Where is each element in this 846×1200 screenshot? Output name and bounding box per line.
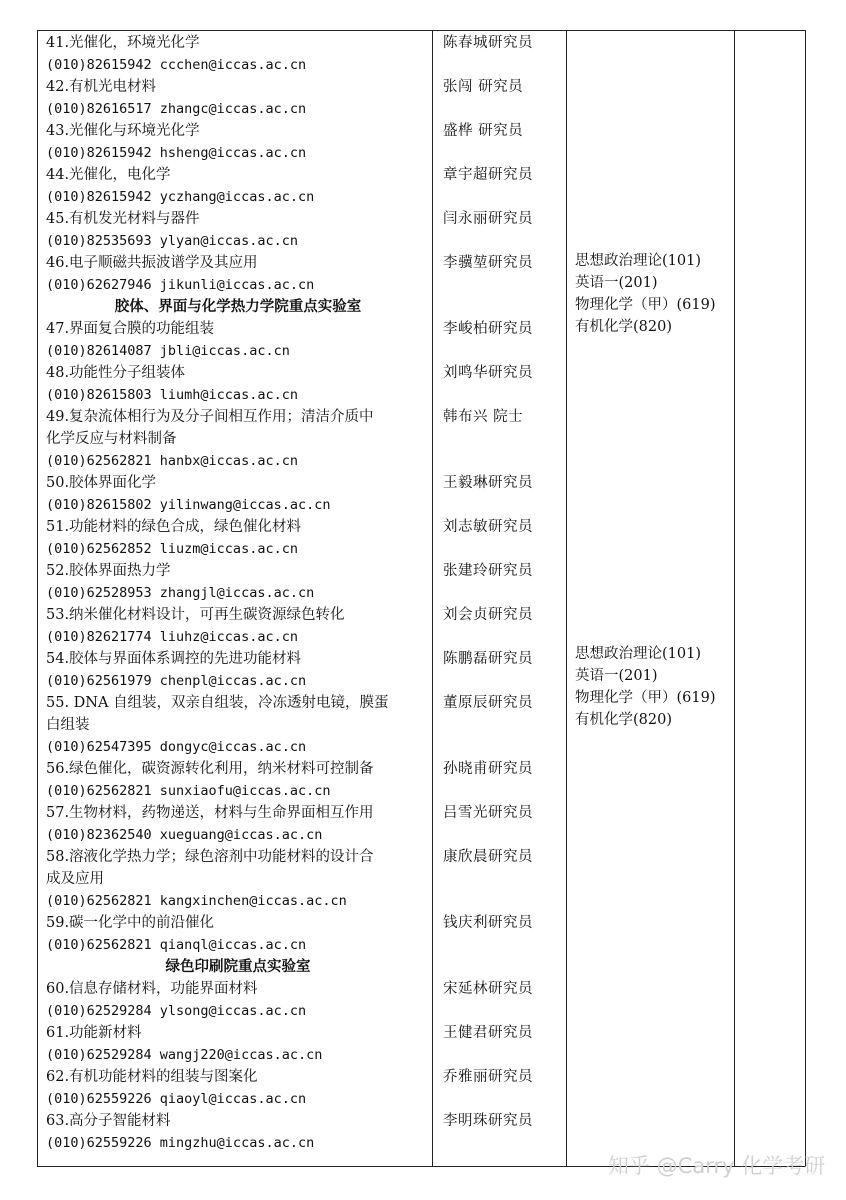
research-direction: 63.高分子智能材料: [46, 1113, 171, 1129]
supervisor-name: 乔雅丽研究员: [443, 1069, 533, 1085]
contact-line: (010)82615803 liumh@iccas.ac.cn: [46, 387, 298, 403]
supervisor-name: 盛桦 研究员: [443, 123, 524, 139]
supervisor-name: [443, 824, 561, 846]
supervisor-name: [443, 274, 561, 296]
exam-subject: 思想政治理论(101): [575, 646, 701, 662]
research-direction: 60.信息存储材料，功能界面材料: [46, 981, 258, 997]
research-direction: 51.功能材料的绿色合成，绿色催化材料: [46, 519, 302, 535]
supervisor-name: 李峻柏研究员: [443, 321, 533, 337]
supervisor-name: 李明珠研究员: [443, 1113, 533, 1129]
supervisor-name: [443, 538, 561, 560]
research-direction: 57.生物材料，药物递送，材料与生命界面相互作用: [46, 805, 374, 821]
research-direction: 52.胶体界面热力学: [46, 563, 171, 579]
supervisor-name: 章宇超研究员: [443, 167, 533, 183]
contact-line: (010)82616517 zhangc@iccas.ac.cn: [46, 101, 307, 117]
research-direction: 50.胶体界面化学: [46, 475, 157, 491]
supervisor-name: [443, 670, 561, 692]
column-divider: [734, 30, 735, 1167]
supervisor-name: [443, 340, 561, 362]
contact-line: (010)82535693 ylyan@iccas.ac.cn: [46, 233, 298, 249]
research-direction: 43.光催化与环境光化学: [46, 123, 200, 139]
supervisor-name: 李骥堃研究员: [443, 255, 533, 271]
contact-line: (010)82362540 xueguang@iccas.ac.cn: [46, 827, 323, 843]
section-heading: 胶体、界面与化学热力学院重点实验室: [114, 299, 362, 315]
supervisor-name: [443, 494, 561, 516]
research-direction: 59.碳一化学中的前沿催化: [46, 915, 215, 931]
supervisor-name: 闫永丽研究员: [443, 211, 533, 227]
contact-line: (010)82615802 yilinwang@iccas.ac.cn: [46, 497, 331, 513]
supervisor-name: 刘鸣华研究员: [443, 365, 533, 381]
contact-line: (010)62529284 ylsong@iccas.ac.cn: [46, 1003, 307, 1019]
supervisor-name: [443, 1088, 561, 1110]
contact-line: (010)62559226 qiaoyl@iccas.ac.cn: [46, 1091, 307, 1107]
supervisor-name: 刘志敏研究员: [443, 519, 533, 535]
supervisor-column: [443, 32, 561, 1132]
contact-line: (010)62627946 jikunli@iccas.ac.cn: [46, 277, 315, 293]
supervisor-name: [443, 230, 561, 252]
column-divider: [566, 30, 567, 1167]
supervisor-name: [443, 582, 561, 604]
contact-line: (010)82615942 hsheng@iccas.ac.cn: [46, 145, 307, 161]
supervisor-name: 陈鹏磊研究员: [443, 651, 533, 667]
supervisor-name: [443, 890, 561, 912]
supervisor-name: [443, 780, 561, 802]
research-direction: 45.有机发光材料与器件: [46, 211, 200, 227]
supervisor-name: 王毅琳研究员: [443, 475, 533, 491]
contact-line: (010)82615942 yczhang@iccas.ac.cn: [46, 189, 315, 205]
contact-line: (010)62547395 dongyc@iccas.ac.cn: [46, 739, 307, 755]
supervisor-name: [443, 296, 561, 318]
supervisor-name: 张闯 研究员: [443, 79, 524, 95]
exam-subject: 英语一(201): [575, 668, 658, 684]
supervisor-name: 孙晓甫研究员: [443, 761, 533, 777]
supervisor-name: [443, 956, 561, 978]
research-direction: 41.光催化，环境光化学: [46, 35, 200, 51]
supervisor-name: [443, 428, 561, 450]
research-direction: 48.功能性分子组装体: [46, 365, 186, 381]
supervisor-name: 张建玲研究员: [443, 563, 533, 579]
contact-line: (010)62529284 wangj220@iccas.ac.cn: [46, 1047, 323, 1063]
supervisor-name: 吕雪光研究员: [443, 805, 533, 821]
contact-line: (010)62528953 zhangjl@iccas.ac.cn: [46, 585, 315, 601]
research-direction: 47.界面复合膜的功能组装: [46, 321, 215, 337]
research-direction: 61.功能新材料: [46, 1025, 142, 1041]
supervisor-name: 刘会贞研究员: [443, 607, 533, 623]
supervisor-name: [443, 450, 561, 472]
supervisor-name: [443, 1000, 561, 1022]
contact-line: (010)82614087 jbli@iccas.ac.cn: [46, 343, 290, 359]
contact-line: (010)62562821 kangxinchen@iccas.ac.cn: [46, 893, 347, 909]
supervisor-name: 宋延林研究员: [443, 981, 533, 997]
research-direction: 46.电子顺磁共振波谱学及其应用: [46, 255, 258, 271]
contact-line: (010)82621774 liuhz@iccas.ac.cn: [46, 629, 298, 645]
supervisor-name: [443, 54, 561, 76]
column-divider: [432, 30, 433, 1167]
research-direction-column: [46, 32, 430, 1154]
contact-line: (010)62562852 liuzm@iccas.ac.cn: [46, 541, 298, 557]
supervisor-name: 钱庆利研究员: [443, 915, 533, 931]
exam-subjects-block: [575, 643, 735, 731]
research-direction: 白组装: [46, 717, 90, 733]
supervisor-name: 陈春城研究员: [443, 35, 533, 51]
supervisor-name: [443, 714, 561, 736]
contact-line: (010)82615942 ccchen@iccas.ac.cn: [46, 57, 307, 73]
research-direction: 58.溶液化学热力学；绿色溶剂中功能材料的设计合: [46, 849, 374, 865]
research-direction: 化学反应与材料制备: [46, 431, 177, 447]
supervisor-name: [443, 384, 561, 406]
research-direction: 54.胶体与界面体系调控的先进功能材料: [46, 651, 302, 667]
supervisor-name: 韩布兴 院士: [443, 409, 524, 425]
supervisor-name: [443, 626, 561, 648]
contact-line: (010)62561979 chenpl@iccas.ac.cn: [46, 673, 307, 689]
supervisor-name: 康欣晨研究员: [443, 849, 533, 865]
exam-subject: 英语一(201): [575, 275, 658, 291]
watermark: 知乎 @Carry 化学考研: [608, 1154, 826, 1178]
supervisor-name: 董原辰研究员: [443, 695, 533, 711]
supervisor-name: [443, 934, 561, 956]
exam-subject: 有机化学(820): [575, 319, 672, 335]
supervisor-name: [443, 736, 561, 758]
exam-subject: 有机化学(820): [575, 712, 672, 728]
supervisor-name: 王健君研究员: [443, 1025, 533, 1041]
supervisor-name: [443, 868, 561, 890]
research-direction: 62.有机功能材料的组装与图案化: [46, 1069, 258, 1085]
exam-subject: 物理化学（甲）(619): [575, 690, 716, 706]
exam-subject: 物理化学（甲）(619): [575, 297, 716, 313]
contact-line: (010)62562821 qianql@iccas.ac.cn: [46, 937, 307, 953]
contact-line: (010)62559226 mingzhu@iccas.ac.cn: [46, 1135, 315, 1151]
research-direction: 成及应用: [46, 871, 104, 887]
research-direction: 56.绿色催化，碳资源转化利用，纳米材料可控制备: [46, 761, 374, 777]
exam-subjects-block: [575, 250, 735, 338]
supervisor-name: [443, 1044, 561, 1066]
supervisor-name: [443, 186, 561, 208]
contact-line: (010)62562821 sunxiaofu@iccas.ac.cn: [46, 783, 331, 799]
supervisor-name: [443, 142, 561, 164]
research-direction: 53.纳米催化材料设计，可再生碳资源绿色转化: [46, 607, 345, 623]
research-direction: 44.光催化，电化学: [46, 167, 171, 183]
section-heading: 绿色印刷院重点实验室: [165, 959, 311, 975]
research-direction: 55. DNA 自组装，双亲自组装，冷冻透射电镜，膜蛋: [46, 695, 389, 711]
supervisor-name: [443, 98, 561, 120]
research-direction: 49.复杂流体相行为及分子间相互作用；清洁介质中: [46, 409, 374, 425]
contact-line: (010)62562821 hanbx@iccas.ac.cn: [46, 453, 298, 469]
research-direction: 42.有机光电材料: [46, 79, 157, 95]
exam-subject: 思想政治理论(101): [575, 253, 701, 269]
